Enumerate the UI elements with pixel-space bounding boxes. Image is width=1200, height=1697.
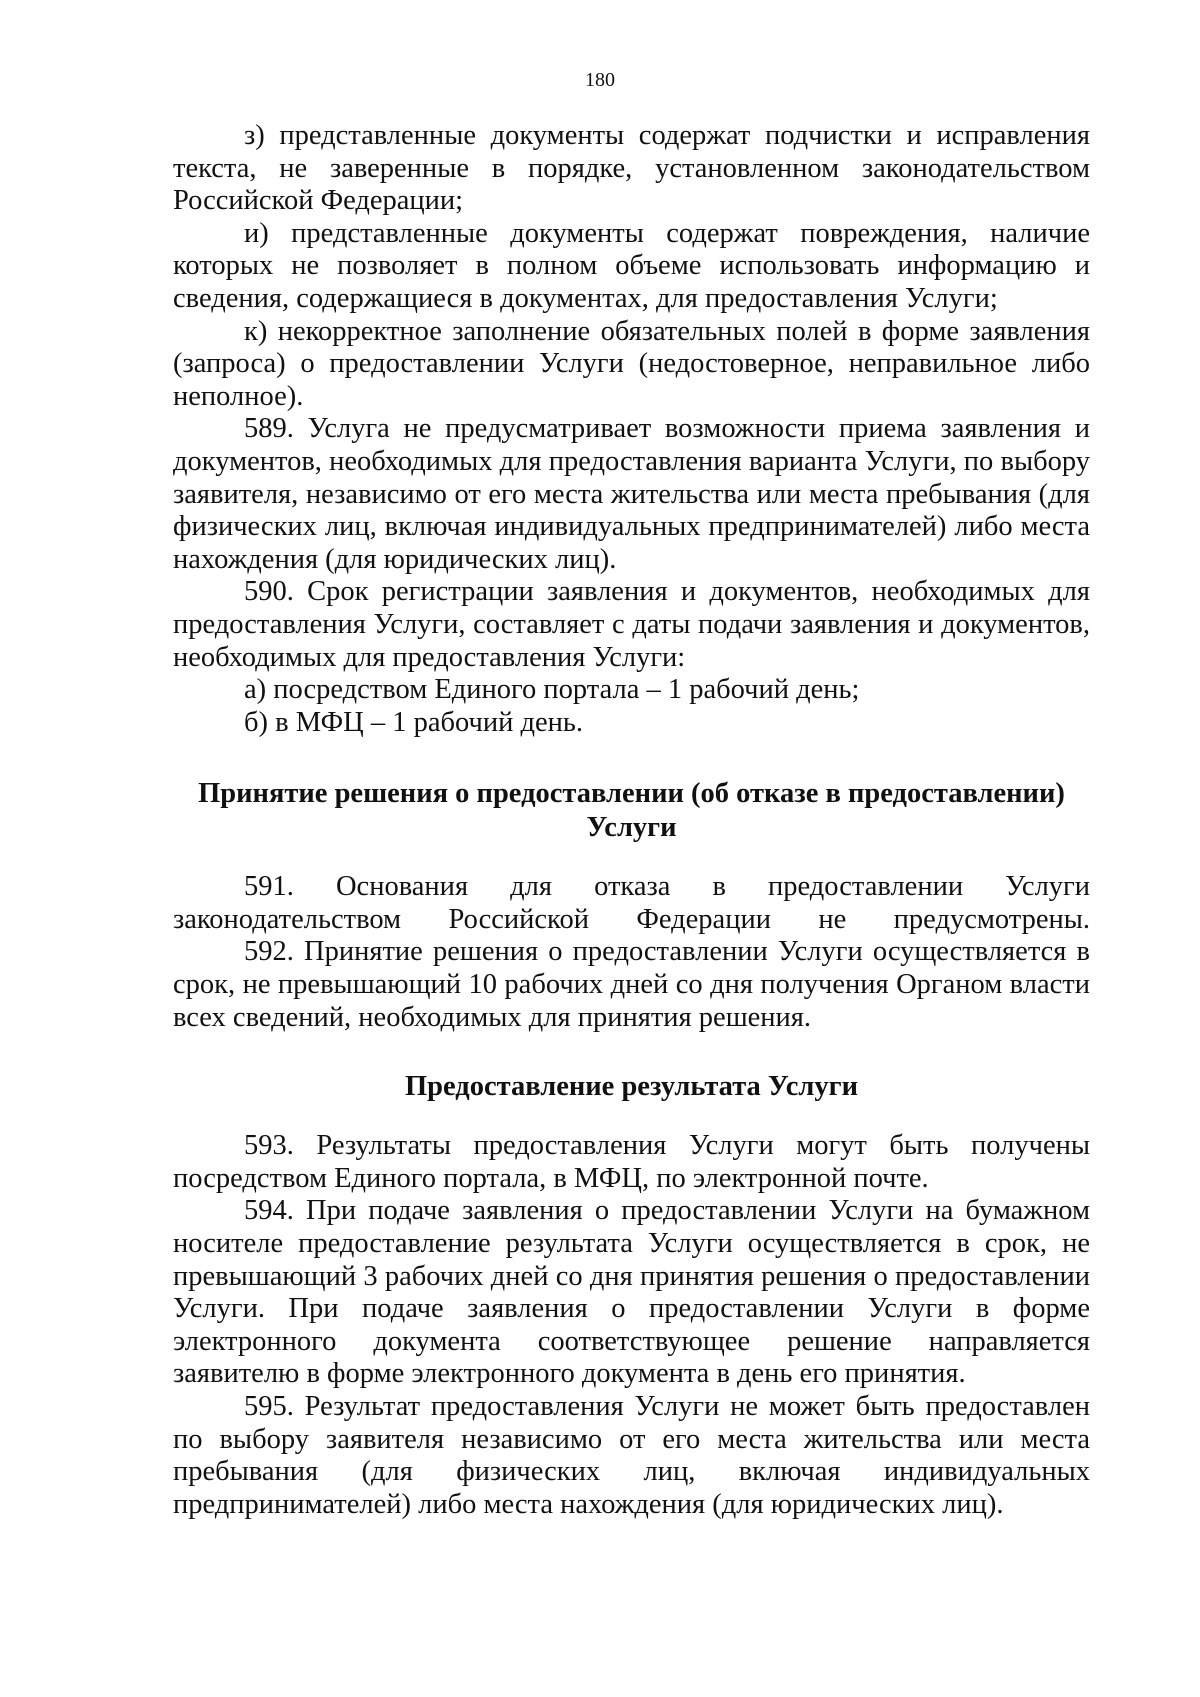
paragraph-595: 595. Результат предоставления Услуги не может быть предоставлен по выбору заявителя независимо от его места жительства или места пребывания (для физических лиц, включая индивидуальных предпринимателей) либо места нахождения (для юридических лиц). [173, 1391, 1090, 1520]
paragraph-594: 594. При подаче заявления о предоставлении Услуги на бумажном носителе предоставление результата Услуги осуществляется в срок, не превышающий 3 рабочих дней со дня принятия решения о предоставлении Услуги. При подаче заявления о предоставлении Услуги в форме электронного документа соответствующее решение направляется заявителю в форме электронного документа в день его принятия. [173, 1195, 1090, 1390]
page-number: 180 [585, 69, 615, 91]
section-heading-decision-line2: Услуги [586, 812, 677, 844]
paragraph-591: 591. Основания для отказа в предоставлении Услуги законодательством Российской Федерации не предусмотрены. [173, 871, 1090, 935]
paragraph-593: 593. Результаты предоставления Услуги могут быть получены посредством Единого портала, в МФЦ, по электронной почте. [173, 1130, 1090, 1194]
paragraph-590-b: б) в МФЦ – 1 рабочий день. [244, 706, 584, 738]
section-heading-result: Предоставление результата Услуги [404, 1071, 859, 1103]
paragraph-item-i: и) представленные документы содержат повреждения, наличие которых не позволяет в полном объеме использовать информацию и сведения, содержащиеся в документах, для предоставления Услуги; [173, 217, 1090, 314]
paragraph-item-z: з) представленные документы содержат подчистки и исправления текста, не заверенные в порядке, установленном законодательством Российской Федерации; [173, 120, 1090, 217]
document-body [173, 120, 1090, 1521]
paragraph-592: 592. Принятие решения о предоставлении Услуги осуществляется в срок, не превышающий 10 рабочих дней со дня получения Органом власти всех сведений, необходимых для принятия решения. [173, 936, 1090, 1033]
paragraph-589: 589. Услуга не предусматривает возможности приема заявления и документов, необходимых для предоставления варианта Услуги, по выбору заявителя, независимо от его места жительства или места пребывания (для физических лиц, включая индивидуальных предпринимателей) либо места нахождения (для юридических лиц). [173, 413, 1090, 575]
paragraph-item-k: к) некорректное заполнение обязательных полей в форме заявления (запроса) о предоставлении Услуги (недостоверное, неправильное либо неполное). [173, 315, 1090, 412]
section-heading-decision [173, 777, 1090, 845]
paragraph-590: 590. Срок регистрации заявления и документов, необходимых для предоставления Услуги, составляет с даты подачи заявления и документов, необходимых для предоставления Услуги: [173, 576, 1090, 673]
paragraph-590-a: а) посредством Единого портала – 1 рабочий день; [244, 674, 860, 706]
section-heading-decision-line1: Принятие решения о предоставлении (об отказе в предоставлении) [198, 778, 1065, 810]
